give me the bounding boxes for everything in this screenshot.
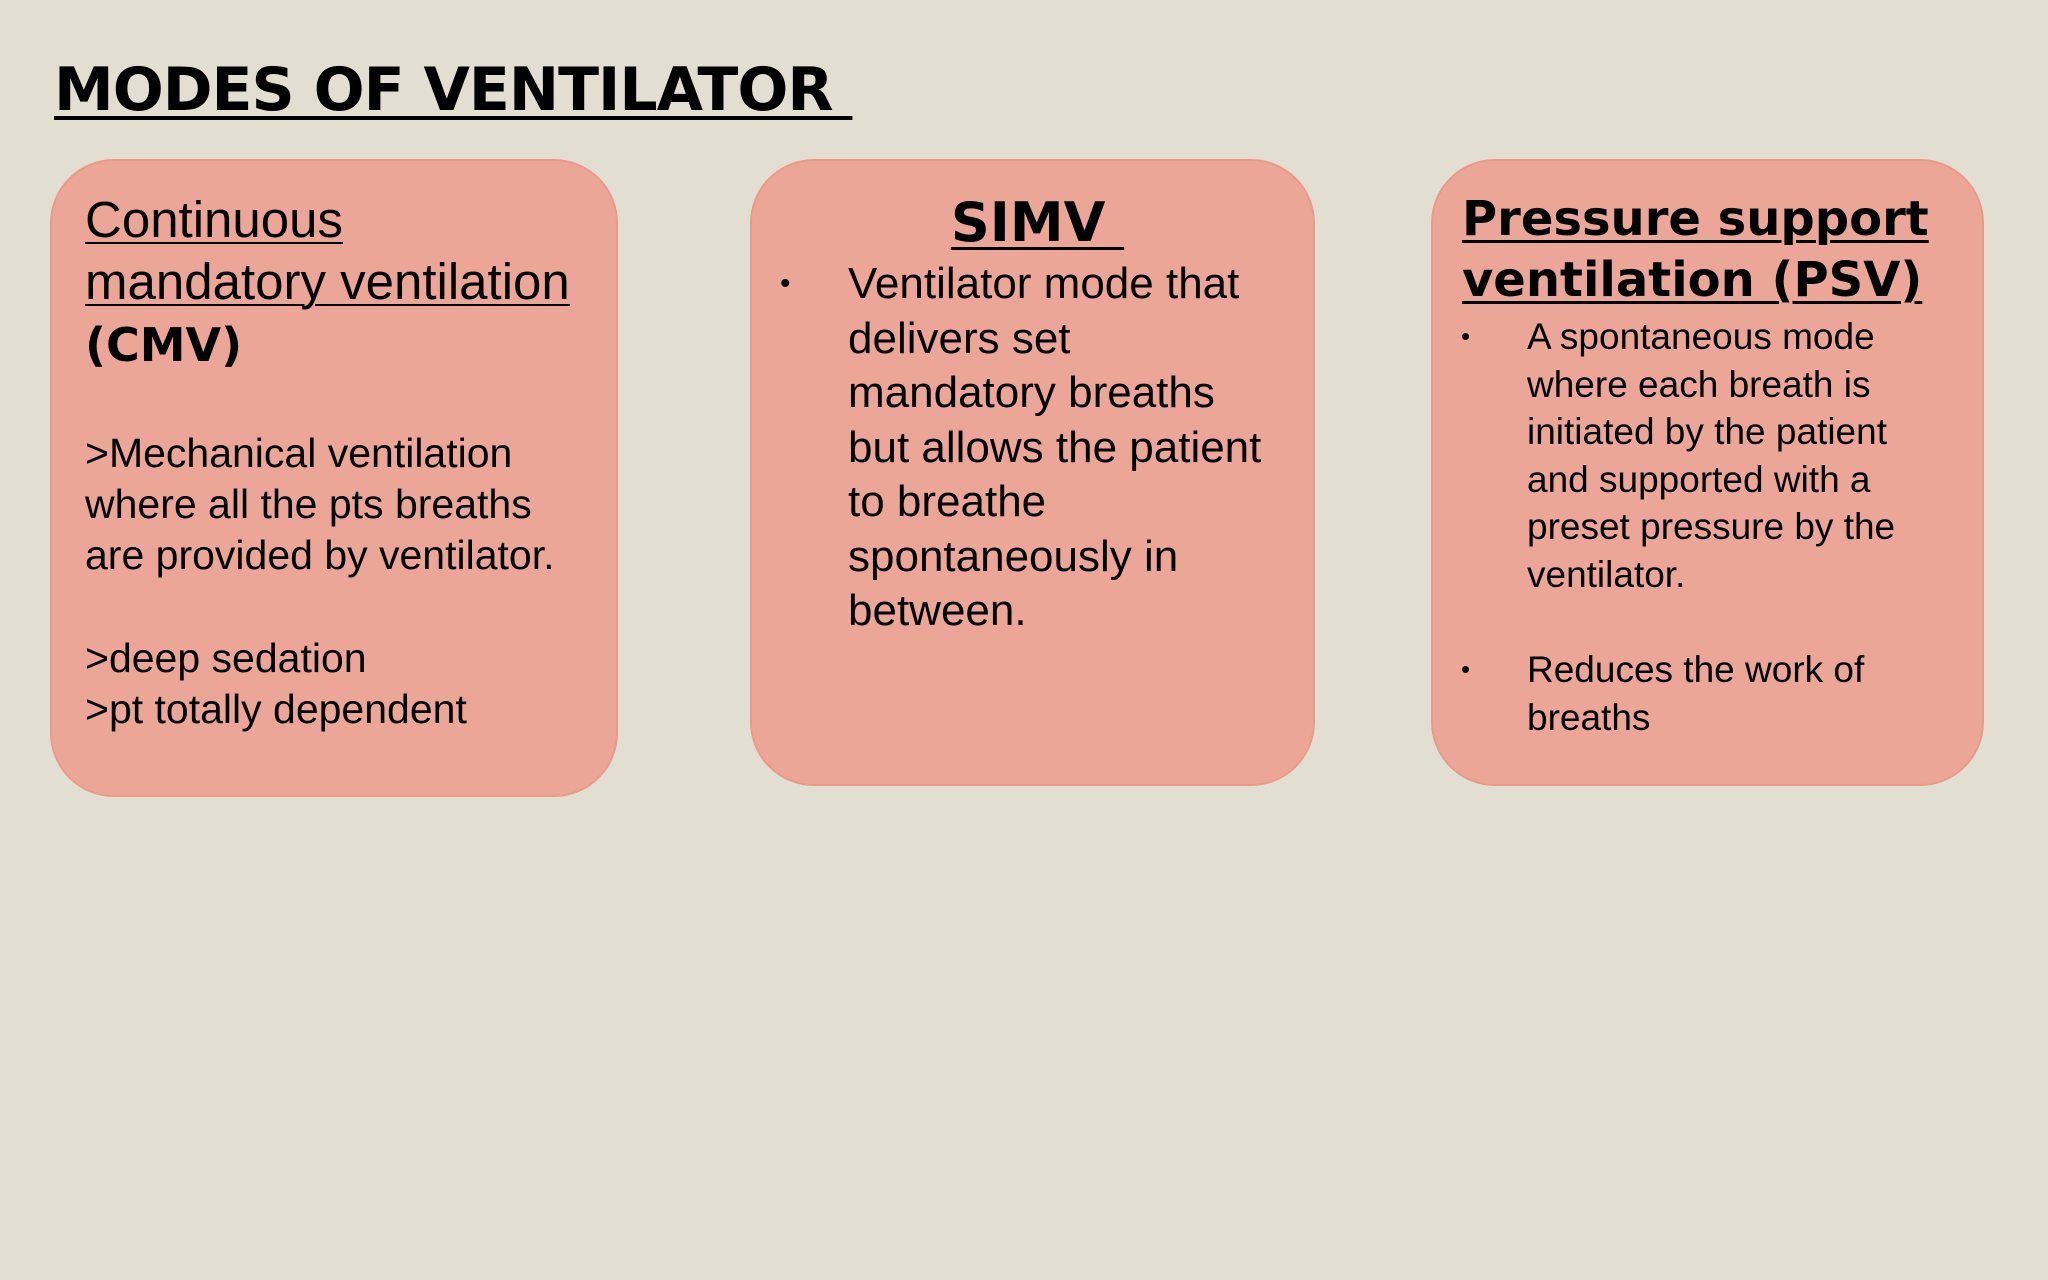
simv-bullet-item xyxy=(780,257,1288,639)
psv-heading xyxy=(1462,189,1982,311)
cmv-notes xyxy=(85,633,625,735)
psv-point1-line1: A spontaneous mode xyxy=(1527,316,1875,357)
psv-bullet-list xyxy=(1461,313,1957,741)
cmv-heading xyxy=(85,189,605,376)
psv-point1-line5: preset pressure by the xyxy=(1527,506,1896,547)
cmv-desc-line2: where all the pts breaths xyxy=(85,481,532,527)
simv-card xyxy=(750,159,1315,786)
cmv-heading-line2: mandatory ventilation xyxy=(85,253,570,310)
simv-point-line7: between. xyxy=(848,586,1027,635)
psv-heading-line2: ventilation (PSV) xyxy=(1462,252,1923,308)
psv-card xyxy=(1431,159,1984,786)
cmv-description xyxy=(85,428,625,581)
simv-point-line2: delivers set xyxy=(848,313,1071,363)
psv-bullet-item-work xyxy=(1461,646,1957,741)
bullet-icon: • xyxy=(780,267,791,300)
simv-point-line6: spontaneously in xyxy=(848,531,1179,581)
psv-point1-line6: ventilator. xyxy=(1527,553,1686,595)
cmv-heading-line1: Continuous xyxy=(85,191,344,248)
psv-point1-line2: where each breath is xyxy=(1527,363,1871,405)
bullet-icon: • xyxy=(1461,321,1471,351)
simv-point-line4: but allows the patient xyxy=(848,422,1262,472)
simv-point-line3: mandatory breaths xyxy=(848,368,1215,417)
cmv-note-sedation: >deep sedation xyxy=(85,635,367,681)
simv-point-line5: to breathe xyxy=(848,477,1047,526)
bullet-icon: • xyxy=(1461,654,1471,684)
psv-point2-line1: Reduces the work of xyxy=(1527,649,1865,690)
psv-bullet-item-spontaneous xyxy=(1461,313,1957,598)
slide-title: MODES OF VENTILATOR xyxy=(54,55,853,125)
cmv-desc-line1: >Mechanical ventilation xyxy=(85,430,513,476)
psv-heading-line1: Pressure support xyxy=(1462,191,1929,247)
simv-point-line1: Ventilator mode that xyxy=(848,259,1240,308)
cmv-card xyxy=(50,159,618,797)
psv-point1-line4: and supported with a xyxy=(1527,458,1871,500)
cmv-desc-line3: are provided by ventilator. xyxy=(85,532,555,578)
psv-point1-line3: initiated by the patient xyxy=(1527,411,1887,452)
cmv-heading-abbr: (CMV) xyxy=(85,318,243,372)
simv-heading: SIMV xyxy=(950,191,1125,254)
cmv-note-dependent: >pt totally dependent xyxy=(85,686,467,732)
psv-point2-line2: breaths xyxy=(1527,696,1651,738)
simv-bullet-list xyxy=(780,257,1288,639)
